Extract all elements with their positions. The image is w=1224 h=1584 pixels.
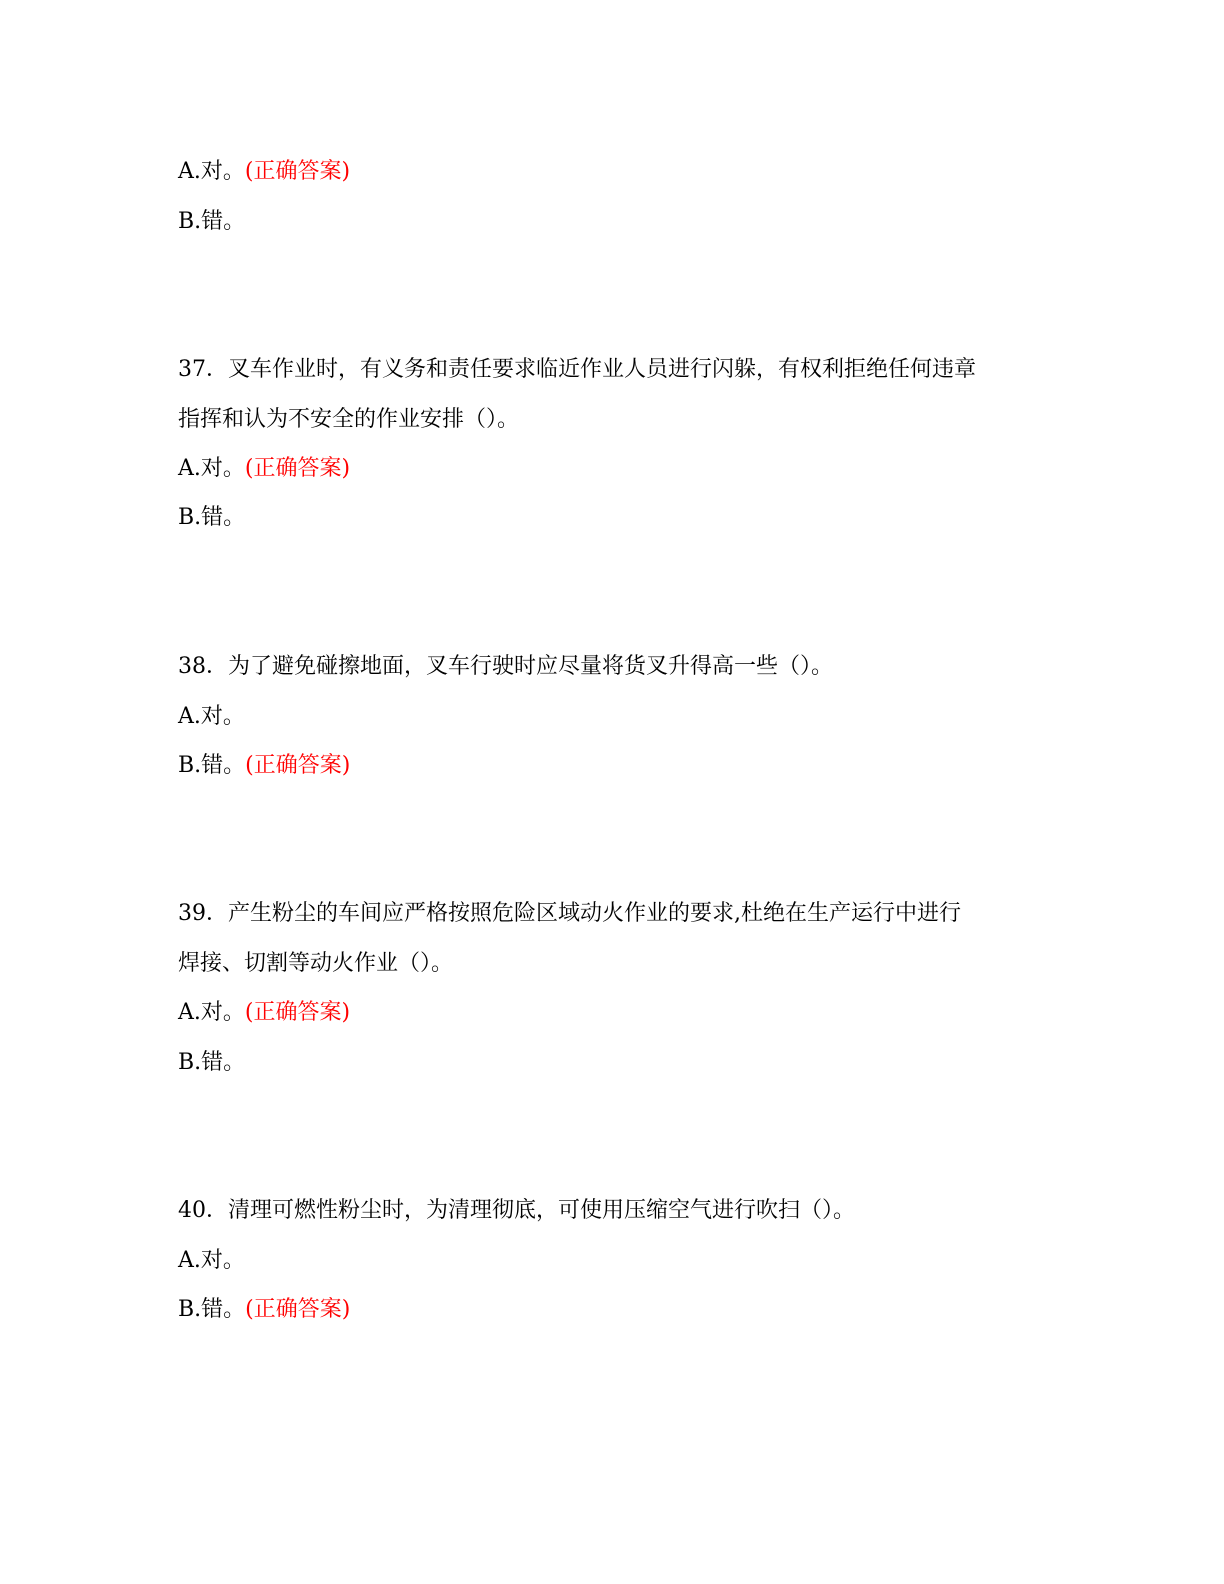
option-text: A.对。: [178, 456, 245, 481]
question-38-option-a: [178, 702, 245, 732]
question-40-option-b: [178, 1295, 350, 1325]
question-39-line-1: 39．产生粉尘的车间应严格按照危险区域动火作业的要求,杜绝在生产运行中进行: [178, 901, 961, 926]
question-40-line-1: 40．清理可燃性粉尘时，为清理彻底，可使用压缩空气进行吹扫（）。: [178, 1198, 855, 1223]
option-text: A.对。: [178, 704, 245, 729]
option-text: A.对。: [178, 1248, 245, 1273]
question-40-option-a: [178, 1246, 245, 1276]
option-text: B.错。: [178, 1050, 246, 1075]
option-text: B.错。: [178, 753, 246, 778]
question-38-option-b: [178, 751, 350, 781]
question-37-line-1: 37．叉车作业时，有义务和责任要求临近作业人员进行闪躲，有权利拒绝任何违章: [178, 357, 976, 382]
correct-answer-mark: (正确答案): [244, 456, 351, 481]
option-a: [178, 157, 350, 187]
question-39-option-b: [178, 1048, 245, 1078]
question-37-option-a: [178, 454, 350, 484]
question-37-option-b: [178, 503, 245, 533]
option-text: A.对。: [178, 1000, 245, 1025]
correct-answer-mark: (正确答案): [244, 159, 351, 184]
question-39-line-2: 焊接、切割等动火作业（）。: [178, 951, 454, 976]
option-b: [178, 207, 245, 237]
option-text: B.错。: [178, 1297, 246, 1322]
option-text: B.错。: [178, 505, 246, 530]
question-38-line-1: 38．为了避免碰擦地面，叉车行驶时应尽量将货叉升得高一些（）。: [178, 654, 833, 679]
question-39-option-a: [178, 998, 350, 1028]
correct-answer-mark: (正确答案): [245, 1297, 351, 1322]
correct-answer-mark: (正确答案): [244, 1000, 351, 1025]
correct-answer-mark: (正确答案): [245, 753, 351, 778]
option-text: B.错。: [178, 209, 246, 234]
question-37-line-2: 指挥和认为不安全的作业安排（）。: [178, 407, 520, 432]
option-text: A.对。: [178, 159, 245, 184]
